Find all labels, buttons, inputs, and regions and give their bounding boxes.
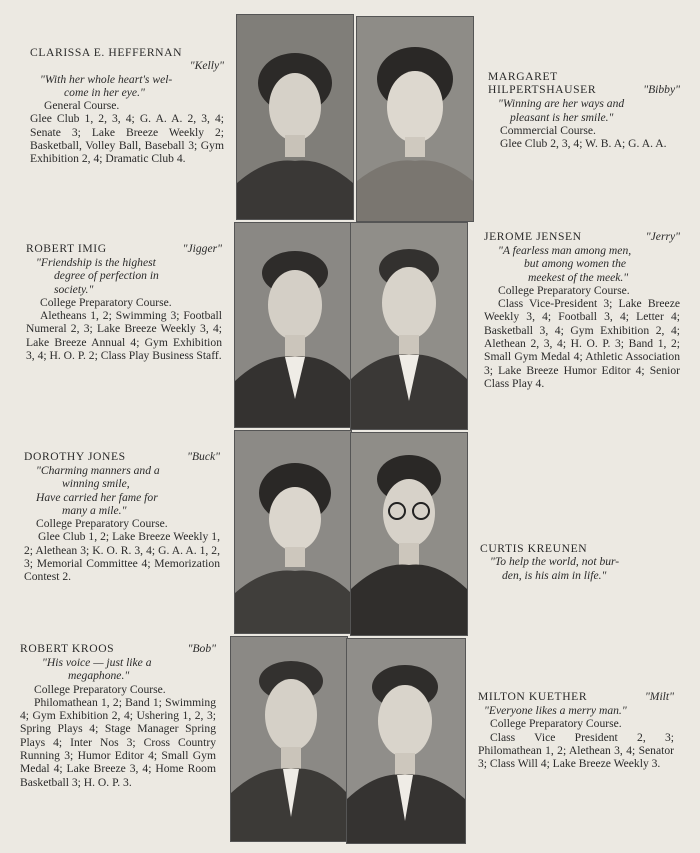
student-nickname: "Milt" xyxy=(644,690,674,703)
entry-robert-imig xyxy=(26,242,222,362)
student-quote: "To help the world, not bur- den, is his aim in life." xyxy=(490,555,620,582)
student-nickname: "Buck" xyxy=(187,450,220,463)
student-nickname: "Bibby" xyxy=(643,83,680,97)
photo-curtis-kreunen xyxy=(350,432,468,636)
student-nickname: "Jerry" xyxy=(645,230,680,243)
entry-robert-kroos xyxy=(20,642,216,789)
student-name-line-2: HILPERTSHAUSER xyxy=(488,83,597,97)
student-quote: "With her whole heart's wel- come in her eye." xyxy=(40,72,173,99)
entry-margaret-hilpertshauser xyxy=(488,70,680,150)
student-name: DOROTHY JONES xyxy=(24,450,126,463)
photo-robert-kroos xyxy=(230,636,348,842)
student-activities: Glee Club 2, 3, 4; W. B. A; G. A. A. xyxy=(500,137,667,151)
student-course: College Preparatory Course. xyxy=(34,682,166,696)
entry-dorothy-jones xyxy=(24,450,220,584)
student-course: College Preparatory Course. xyxy=(490,717,622,731)
student-name: MILTON KUETHER xyxy=(478,690,588,703)
entry-curtis-kreunen xyxy=(480,542,680,582)
student-name: ROBERT IMIG xyxy=(26,242,107,255)
student-activities: Glee Club 1, 2, 3, 4; G. A. A. 2, 3, 4; Senate 3; Lake Breeze Weekly 2; Basketball, Volley Ball, Baseball 3; Gym Exhibition 2, 4; Dramatic Club 4. xyxy=(30,112,224,166)
photo-clarissa-heffernan xyxy=(236,14,354,220)
entry-milton-kuether xyxy=(478,690,674,770)
student-quote: "His voice — just like a megaphone." xyxy=(42,656,152,683)
student-course: College Preparatory Course. xyxy=(36,517,168,531)
student-activities: Class Vice President 2, 3; Philomathean 1, 2; Alethean 3, 4; Senator 3; Class Will 4; Lake Breeze Weekly 3. xyxy=(478,730,674,771)
student-nickname: "Bob" xyxy=(187,642,216,655)
student-quote: "A fearless man among men, but among women the meekest of the meek." xyxy=(498,244,632,284)
photo-margaret-hilpertshauser xyxy=(356,16,474,222)
photo-milton-kuether xyxy=(346,638,466,844)
student-quote: "Everyone likes a merry man." xyxy=(484,704,627,717)
student-activities: Glee Club 1, 2; Lake Breeze Weekly 1, 2; Alethean 3; K. O. R. 3, 4; G. A. A. 1, 2, 3; Memorial Committee 4; Memorization Contest 2. xyxy=(24,530,220,584)
student-course: General Course. xyxy=(44,99,120,113)
photo-robert-imig xyxy=(234,222,352,428)
student-name: ROBERT KROOS xyxy=(20,642,115,655)
student-activities: Aletheans 1, 2; Swimming 3; Football Numeral 2, 3; Lake Breeze Weekly 3, 4; Lake Breeze Annual 4; Gym Exhibition 3, 4; H. O. P. 2; Class Play Business Staff. xyxy=(26,309,222,363)
student-name: CURTIS KREUNEN xyxy=(480,542,588,555)
student-name-line-1: MARGARET xyxy=(488,70,558,83)
entry-jerome-jensen xyxy=(484,230,680,390)
student-quote: "Charming manners and a winning smile, Have carried her fame for many a mile." xyxy=(36,464,160,517)
student-quote: "Winning are her ways and pleasant is her smile." xyxy=(498,97,625,124)
student-name: JEROME JENSEN xyxy=(484,230,582,243)
entry-clarissa-heffernan xyxy=(30,46,224,166)
student-activities: Philomathean 1, 2; Band 1; Swimming 4; Gym Exhibition 2, 4; Ushering 1, 2, 3; Spring Plays 4; Stage Manager Spring Plays 4; Inter Nos 3; Cross Country Running 3; Humor Editor 4; Small Gym Medal 4; Lake Breeze 3, 4; Home Room Basketball 3; H. O. P. 3. xyxy=(20,695,216,789)
student-quote: "Friendship is the highest degree of perfection in society." xyxy=(36,256,159,296)
student-nickname: "Kelly" xyxy=(189,59,224,73)
student-activities: Class Vice-President 3; Lake Breeze Weekly 3, 4; Football 3, 4; Letter 4; Basketball 3, 4; Gym Exhibition 2, 4; Alethean 2, 3, 4; H. O. P. 3; Band 1, 2; Small Gym Medal 4; Athletic Association 3; Lake Breeze Humor Editor 4; Senior Class Play 4. xyxy=(484,297,680,390)
student-course: Commercial Course. xyxy=(500,123,596,137)
student-name: CLARISSA E. HEFFERNAN xyxy=(30,46,183,59)
photo-jerome-jensen xyxy=(350,222,468,430)
photo-dorothy-jones xyxy=(234,430,352,634)
student-nickname: "Jigger" xyxy=(182,242,222,255)
student-course: College Preparatory Course. xyxy=(40,295,172,309)
student-course: College Preparatory Course. xyxy=(498,283,630,297)
